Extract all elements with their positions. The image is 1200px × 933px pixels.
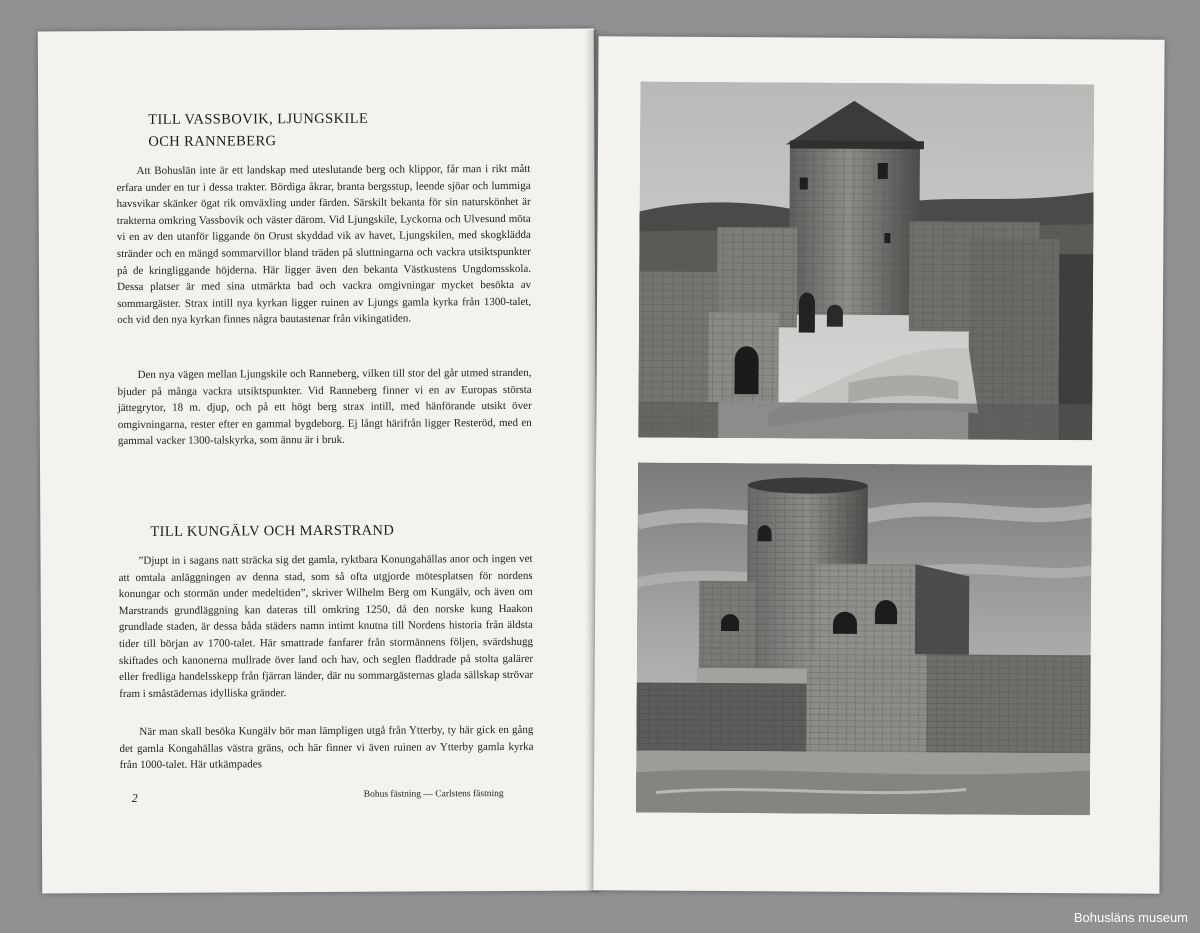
section1-title-line1: TILL VASSBOVIK, LJUNGSKILE	[148, 110, 369, 128]
left-page	[38, 29, 599, 894]
bohus-fastning-photo	[638, 82, 1094, 441]
museum-watermark: Bohusläns museum	[1073, 910, 1188, 925]
section2-title: TILL KUNGÄLV OCH MARSTRAND	[150, 522, 395, 540]
carlstens-fastning-photo	[636, 463, 1092, 816]
section1-title-line2: OCH RANNEBERG	[148, 133, 277, 150]
photo-caption: Bohus fästning — Carlstens fästning	[363, 789, 504, 800]
section1-paragraph-2: Den nya vägen mellan Ljungskile och Ranneberg, vilken till stor del går utmed stranden, bjuder på många vackra utsiktspunkter. Vid Ranneberg finner vi en av Europas största jättegrytor, 18 m. djup, och på ett högt berg strax intill, med hänförande utsikt över omgivningarna, rester efter en gammal bygdeborg. Ej långt härifrån ligger Resteröd, med en gammal vacker 1300-talskyrka, som ännu är i bruk.	[117, 366, 532, 448]
section2-paragraph-1: ”Djupt in i sagans natt sträcka sig det gamla, ryktbara Konungahällas anor och ingen vet att omtala anläggningen av denna stad, som så ofta utgjorde mötesplatsen för nordens konungar och stormän under medeltiden”, skriver Wilhelm Berg om Kungälv, och även om Marstrands grundläggning kan dateras till omkring 1250, då den norske kung Haakon grundlade staden, är dessa båda städers namn intimt knutna till Nordens historia från äldsta tider till början av 1700-talet. Här smattrade fanfarer från stormännens följen, svärdshugg skiftades och kanonerna mullrade över land och hav, och seglen fladdrade på stolta galärer eller fredliga handelsskepp från fjärran länder, där nu sommargästernas glada sällskap strövar fram i småstädernas idylliska gränder.	[118, 552, 534, 700]
right-page	[593, 36, 1164, 893]
section1-paragraph-1: Att Bohuslän inte är ett landskap med uteslutande berg och klippor, får man i rikt mått erfara under en tur i dessa trakter. Bördiga åkrar, branta bergsstup, leende sjöar och lummiga havsvikar skänker ögat rik omväxling under färden. Särskilt bekanta för sin naturskönhet är trakterna omkring Vassbovik och väster därom. Vid Ljungskile, Lyckorna och Ulvesund möta vi en av den utanför liggande ön Orust skyddad vik av havet, Ljungskilen, med skogklädda stränder och en mängd sommarvillor bland träden på sluttningarna och vackra utsiktspunkter på de kringliggande höjderna. Här ligger även den bekanta Västkustens Ungdomsskola. Dessa platser är med sina utmärkta bad och vackra omgivningar mycket besökta av sommargäster. Strax intill nya kyrkan ligger ruinen av Ljungs gamla kyrka från 1300-talet, och vid den nya kyrkan finnes några bautastenar från vikingatiden.	[116, 162, 532, 327]
section2-paragraph-2: När man skall besöka Kungälv bör man lämpligen utgå från Ytterby, ty här gick en gång det gamla Kongahällas västra gräns, och här finner vi även ruinen av Ytterby gamla kyrka från 1000-talet. Här utkämpades	[119, 723, 534, 772]
page-number: 2	[131, 790, 138, 805]
